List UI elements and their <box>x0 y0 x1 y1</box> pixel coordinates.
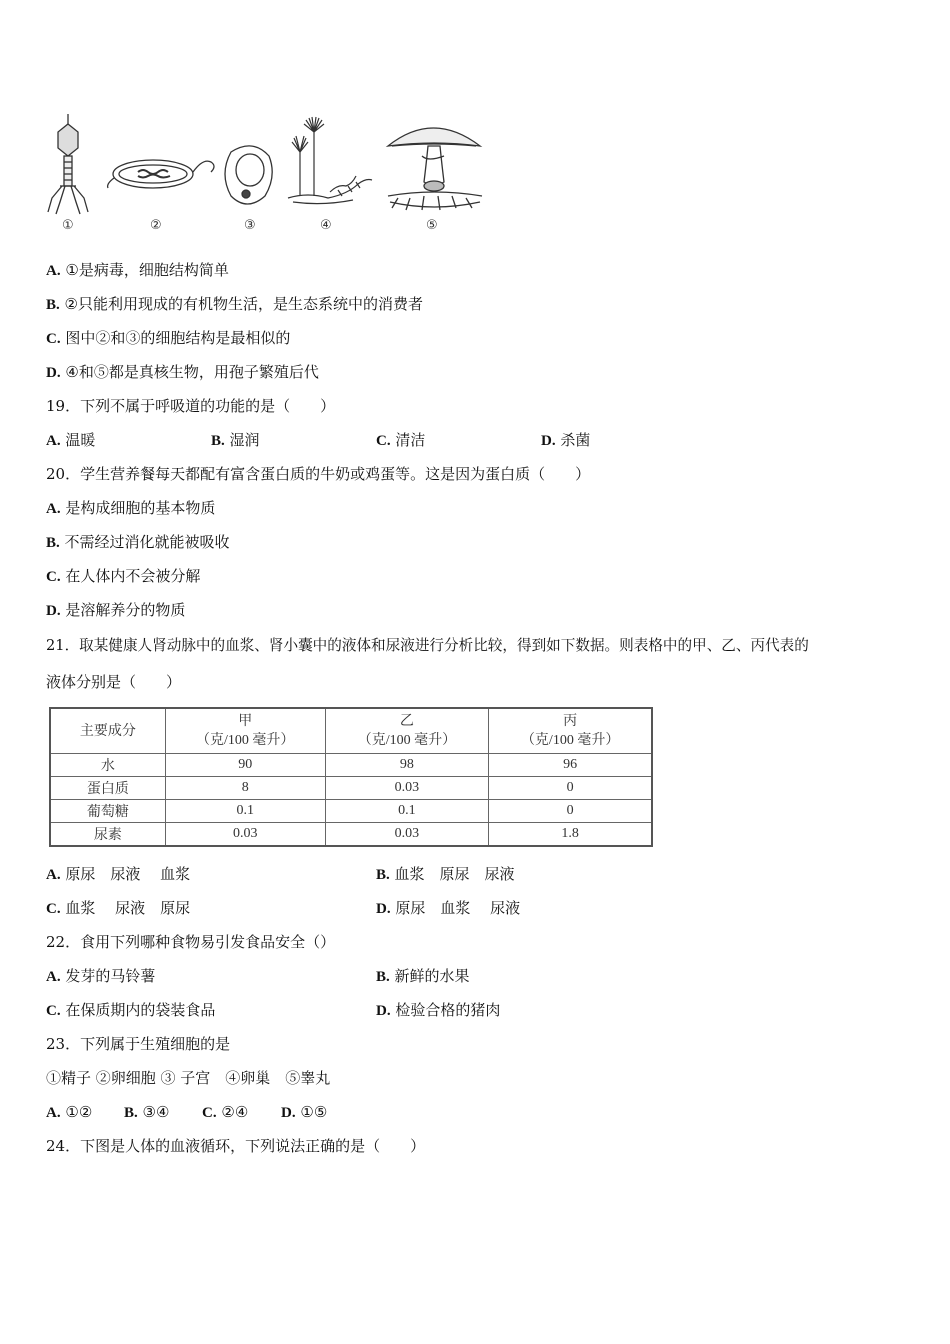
row-label: 蛋白质 <box>50 777 165 800</box>
column-unit: （克/100 毫升） <box>357 733 457 748</box>
q20-option-c[interactable] <box>46 566 200 587</box>
option-text: ①② <box>65 1103 93 1121</box>
yeast-drawing <box>225 146 272 204</box>
option-letter: D. <box>376 1003 391 1019</box>
option-text: 是构成细胞的基本物质 <box>65 499 216 517</box>
option-text: 温暖 <box>65 431 96 449</box>
option-letter: A. <box>46 867 61 883</box>
option-text: 在保质期内的袋装食品 <box>65 1001 216 1019</box>
option-text: 血浆 原尿 尿液 <box>394 865 515 883</box>
option-letter: A. <box>46 969 61 985</box>
table-cell: 96 <box>489 754 652 777</box>
bacteriophage-drawing <box>48 114 88 214</box>
q18-option-a[interactable] <box>46 260 229 281</box>
table-header-first: 主要成分 <box>50 708 165 754</box>
q24-stem: 24．下图是人体的血液循环，下列说法正确的是（ ） <box>46 1137 426 1155</box>
option-letter: C. <box>46 331 61 347</box>
q23-option-b[interactable] <box>124 1102 169 1123</box>
option-text: 新鲜的水果 <box>394 967 470 985</box>
table-row <box>50 777 652 800</box>
table-cell: 0 <box>489 777 652 800</box>
q23-option-a[interactable] <box>46 1102 92 1123</box>
option-text: 发芽的马铃薯 <box>65 967 156 985</box>
option-text: 图中②和③的细胞结构是最相似的 <box>65 329 291 347</box>
option-text: 在人体内不会被分解 <box>65 567 201 585</box>
q21-option-a[interactable] <box>46 864 190 885</box>
column-name: 乙 <box>399 714 414 729</box>
q21-option-c[interactable] <box>46 898 190 919</box>
option-text: 检验合格的猪肉 <box>395 1001 501 1019</box>
option-letter: D. <box>46 365 61 381</box>
q20-option-b[interactable] <box>46 532 230 553</box>
option-text: ②④ <box>221 1103 249 1121</box>
option-letter: D. <box>281 1105 296 1121</box>
option-letter: C. <box>46 569 61 585</box>
option-letter: C. <box>46 1003 61 1019</box>
option-text: 血浆 尿液 原尿 <box>65 899 191 917</box>
q18-option-b[interactable] <box>46 294 423 315</box>
q21-option-b[interactable] <box>376 864 515 885</box>
table-header-col1 <box>165 708 325 754</box>
table-row <box>50 800 652 823</box>
option-letter: C. <box>376 433 391 449</box>
table-row <box>50 823 652 847</box>
bacterium-drawing <box>108 160 214 188</box>
option-text: 原尿 血浆 尿液 <box>395 899 521 917</box>
table-cell: 0 <box>489 800 652 823</box>
q21-option-d[interactable] <box>376 898 520 919</box>
table-cell: 90 <box>165 754 325 777</box>
option-letter: B. <box>124 1105 138 1121</box>
option-letter: A. <box>46 263 61 279</box>
figure-label-2: ② <box>150 218 162 233</box>
option-letter: D. <box>541 433 556 449</box>
option-text: ①⑤ <box>300 1103 328 1121</box>
option-text: ②只能利用现成的有机物生活，是生态系统中的消费者 <box>64 295 423 313</box>
option-letter: C. <box>46 901 61 917</box>
option-letter: A. <box>46 1105 61 1121</box>
q18-option-c[interactable] <box>46 328 290 349</box>
option-letter: A. <box>46 501 61 517</box>
q19-option-b[interactable] <box>211 430 260 451</box>
q20-option-a[interactable] <box>46 498 215 519</box>
figure-label-3: ③ <box>244 218 256 233</box>
table-cell: 0.1 <box>165 800 325 823</box>
table-header-row <box>50 708 652 754</box>
q22-option-d[interactable] <box>376 1000 500 1021</box>
option-letter: D. <box>46 603 61 619</box>
table-row <box>50 754 652 777</box>
q20-stem: 20．学生营养餐每天都配有富含蛋白质的牛奶或鸡蛋等。这是因为蛋白质（ ） <box>46 465 591 483</box>
option-letter: B. <box>211 433 225 449</box>
option-letter: A. <box>46 433 61 449</box>
option-letter: D. <box>376 901 391 917</box>
q19-option-a[interactable] <box>46 430 95 451</box>
q22-stem: 22．食用下列哪种食物易引发食品安全（） <box>46 933 336 951</box>
row-label: 水 <box>50 754 165 777</box>
column-unit: （克/100 毫升） <box>195 733 295 748</box>
q20-option-d[interactable] <box>46 600 185 621</box>
q19-stem: 19．下列不属于呼吸道的功能的是（ ） <box>46 397 336 415</box>
mushroom-drawing <box>388 128 482 210</box>
q23-option-d[interactable] <box>281 1102 327 1123</box>
option-letter: B. <box>46 535 60 551</box>
column-unit: （克/100 毫升） <box>520 733 620 748</box>
q22-option-c[interactable] <box>46 1000 215 1021</box>
option-text: ①是病毒，细胞结构简单 <box>65 261 229 279</box>
table-cell: 8 <box>165 777 325 800</box>
table-cell: 1.8 <box>489 823 652 847</box>
table-cell: 98 <box>325 754 489 777</box>
option-letter: C. <box>202 1105 217 1121</box>
column-name: 丙 <box>563 714 578 729</box>
mold-drawing <box>288 117 372 204</box>
row-label: 尿素 <box>50 823 165 847</box>
option-letter: B. <box>376 867 390 883</box>
option-text: 原尿 尿液 血浆 <box>65 865 191 883</box>
option-text: ④和⑤都是真核生物，用孢子繁殖后代 <box>65 363 319 381</box>
q23-option-c[interactable] <box>202 1102 248 1123</box>
option-text: ③④ <box>142 1103 170 1121</box>
q22-option-a[interactable] <box>46 966 155 987</box>
table-cell: 0.1 <box>325 800 489 823</box>
q23-stem: 23．下列属于生殖细胞的是 <box>46 1035 231 1053</box>
q19-option-d[interactable] <box>541 430 590 451</box>
q18-option-d[interactable] <box>46 362 319 383</box>
table-header-col3 <box>489 708 652 754</box>
option-text: 清洁 <box>395 431 426 449</box>
table-cell: 0.03 <box>165 823 325 847</box>
column-name: 甲 <box>238 714 253 729</box>
q22-option-b[interactable] <box>376 966 470 987</box>
q21-stem-line2: 液体分别是（ ） <box>46 673 182 691</box>
option-letter: B. <box>376 969 390 985</box>
row-label: 葡萄糖 <box>50 800 165 823</box>
option-text: 不需经过消化就能被吸收 <box>64 533 230 551</box>
table-header-col2 <box>325 708 489 754</box>
option-text: 是溶解养分的物质 <box>65 601 186 619</box>
figure-label-4: ④ <box>320 218 332 233</box>
figure-label-1: ① <box>62 218 74 233</box>
table-cell: 0.03 <box>325 823 489 847</box>
q23-items: ①精子 ②卵细胞 ③ 子宫 ④卵巢 ⑤睾丸 <box>46 1069 331 1087</box>
q19-option-c[interactable] <box>376 430 425 451</box>
option-text: 湿润 <box>229 431 260 449</box>
figure-label-5: ⑤ <box>426 218 438 233</box>
table-cell: 0.03 <box>325 777 489 800</box>
composition-table <box>49 707 653 847</box>
q21-stem-line1: 21．取某健康人肾动脉中的血浆、肾小囊中的液体和尿液进行分析比较，得到如下数据。则表格中的甲、乙、丙代表的 <box>46 637 809 654</box>
option-letter: B. <box>46 297 60 313</box>
option-text: 杀菌 <box>560 431 591 449</box>
